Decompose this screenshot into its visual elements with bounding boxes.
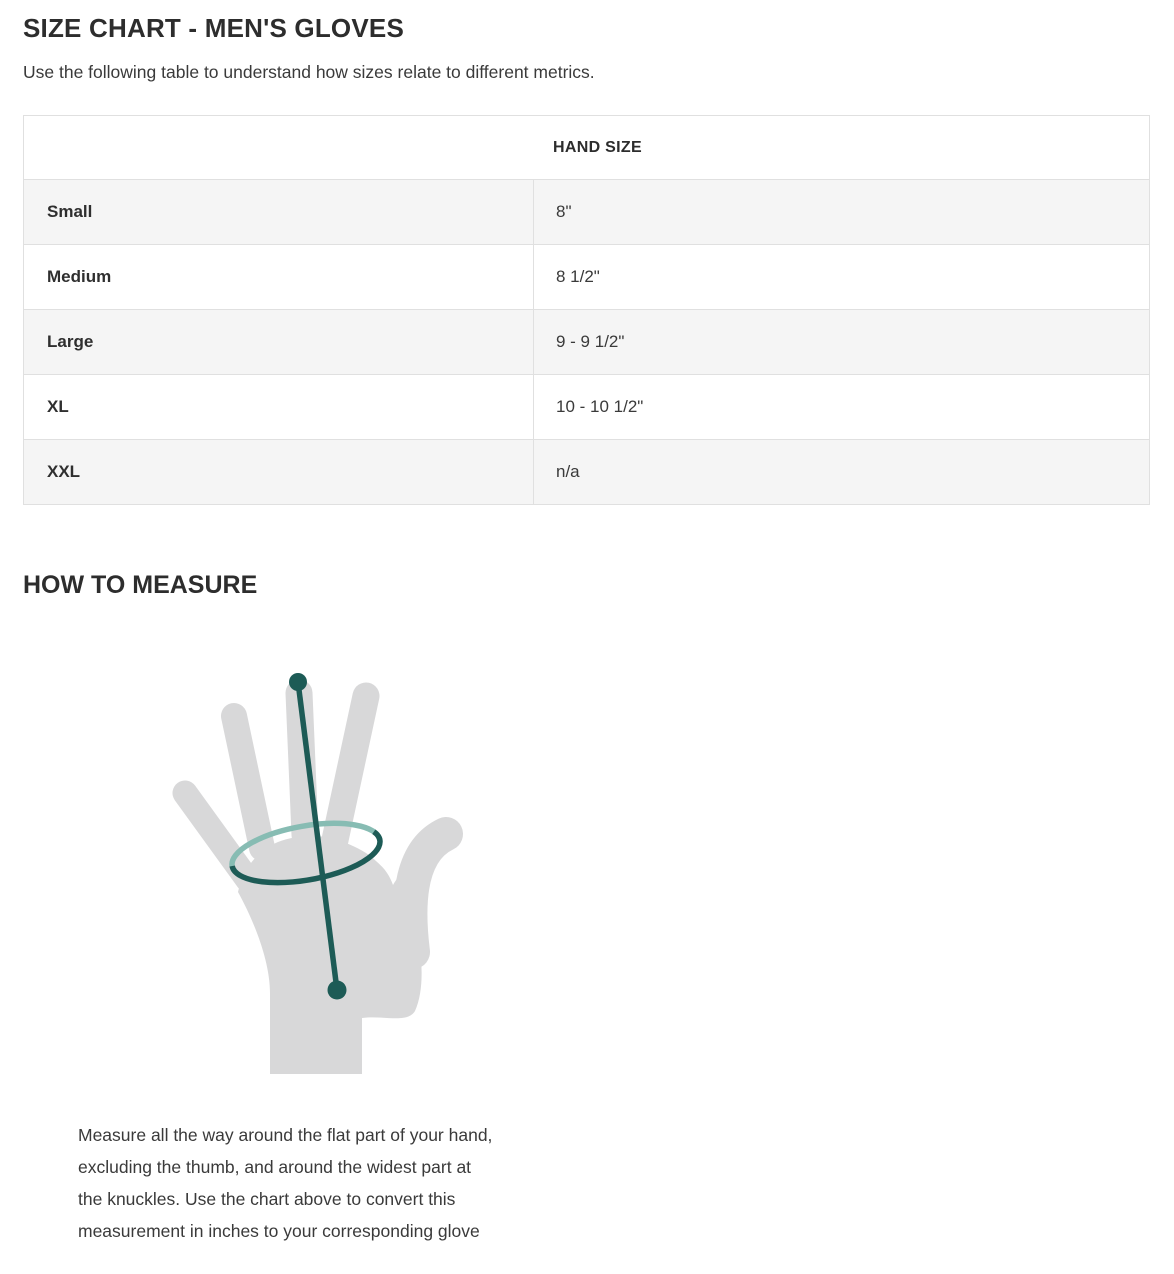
size-table bbox=[23, 115, 1150, 505]
hand-silhouette-icon bbox=[185, 693, 446, 1074]
hand-size-column-header: HAND SIZE bbox=[553, 138, 642, 156]
page-title: SIZE CHART - MEN'S GLOVES bbox=[23, 13, 404, 43]
caption-line: measurement in inches to your corresponding glove bbox=[78, 1221, 480, 1241]
caption-line: excluding the thumb, and around the widest part at bbox=[78, 1157, 472, 1177]
table-row-xl bbox=[24, 374, 1149, 439]
measure-caption bbox=[78, 1119, 492, 1247]
measurement-line-bottom-dot bbox=[328, 981, 347, 1000]
size-label: Large bbox=[47, 332, 94, 351]
hand-size-value: 8 1/2" bbox=[533, 245, 1149, 309]
caption-line: Measure all the way around the flat part of your hand, bbox=[78, 1125, 493, 1145]
hand-measurement-illustration bbox=[160, 660, 480, 1100]
size-label: XL bbox=[47, 397, 69, 416]
hand-size-value: 10 - 10 1/2" bbox=[533, 375, 1149, 439]
hand-size-value: n/a bbox=[533, 440, 1149, 504]
page-subtitle: Use the following table to understand how sizes relate to different metrics. bbox=[23, 62, 595, 82]
how-to-measure-heading: HOW TO MEASURE bbox=[23, 571, 258, 599]
table-row-medium bbox=[24, 244, 1149, 309]
caption-line: the knuckles. Use the chart above to convert this bbox=[78, 1189, 456, 1209]
size-table-header-row bbox=[24, 116, 1149, 179]
measurement-line-top-dot bbox=[289, 673, 307, 691]
hand-size-value: 8" bbox=[533, 180, 1149, 244]
table-row-large bbox=[24, 309, 1149, 374]
size-label: Small bbox=[47, 202, 93, 221]
table-row-small bbox=[24, 179, 1149, 244]
size-label: Medium bbox=[47, 267, 112, 286]
size-label: XXL bbox=[47, 462, 81, 481]
hand-size-value: 9 - 9 1/2" bbox=[533, 310, 1149, 374]
table-row-xxl bbox=[24, 439, 1149, 504]
